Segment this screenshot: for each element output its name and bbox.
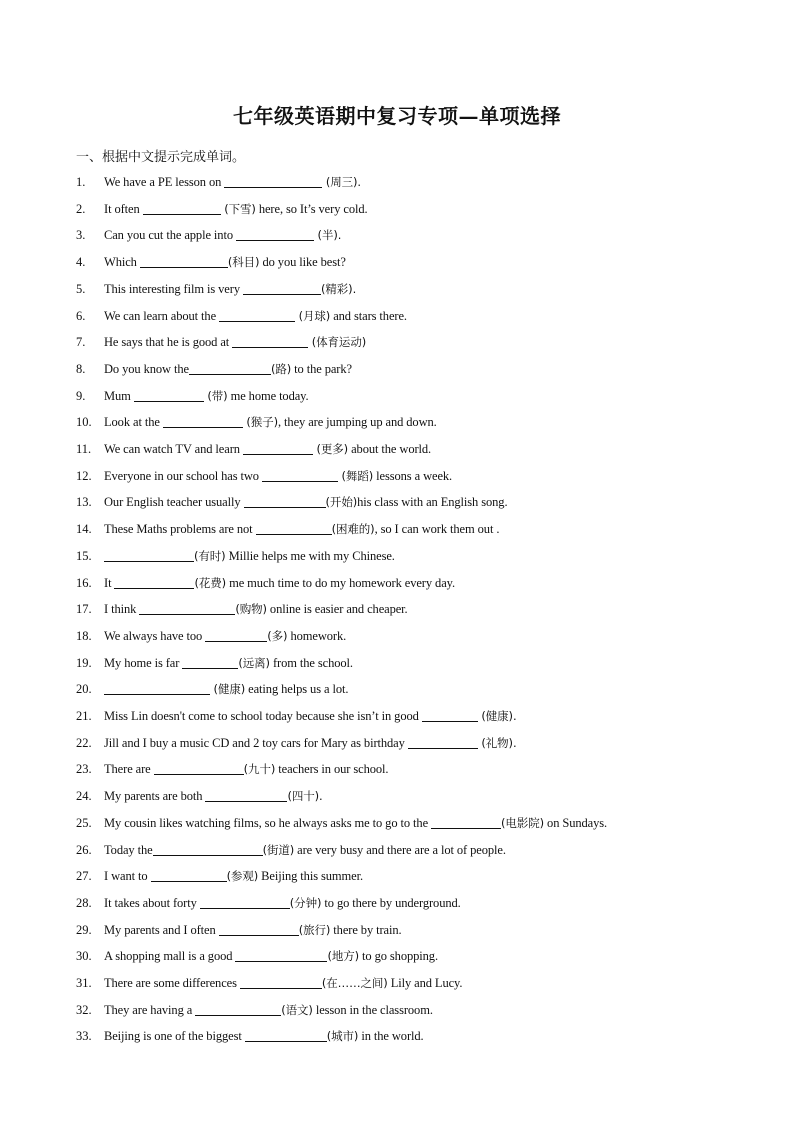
question-number: 8. [76, 362, 86, 376]
chinese-hint: (多) [267, 629, 288, 643]
answer-blank[interactable] [189, 361, 271, 375]
sentence-text-before: Today the [104, 843, 153, 857]
sentence-text-before: My home is far [104, 656, 183, 670]
sentence-text-before: We have a PE lesson on [104, 175, 225, 189]
question-item [0, 573, 794, 593]
sentence-text-before: We always have too [104, 629, 206, 643]
sentence-text-after: to go there by underground. [321, 896, 461, 910]
question-number: 11. [76, 442, 92, 456]
answer-blank[interactable] [134, 388, 204, 402]
chinese-hint: (电影院) [501, 816, 545, 830]
chinese-hint: (四十). [287, 789, 323, 803]
question-sentence [104, 492, 507, 512]
answer-blank[interactable] [256, 521, 332, 535]
question-number: 26. [76, 843, 92, 857]
chinese-hint: (参观) [226, 869, 259, 883]
sentence-text-after: me much time to do my homework every day. [226, 576, 456, 590]
question-sentence [104, 759, 388, 779]
question-sentence [104, 172, 361, 192]
sentence-text-after: teachers in our school. [275, 762, 389, 776]
question-number: 13. [76, 495, 92, 509]
sentence-text-after: here, so It’s very cold. [255, 202, 368, 216]
chinese-hint: (周三). [322, 175, 361, 189]
answer-blank[interactable] [143, 201, 221, 215]
sentence-text-after: in the world. [358, 1029, 424, 1043]
sentence-text-after: about the world. [348, 442, 432, 456]
answer-blank[interactable] [104, 548, 194, 562]
question-item [0, 679, 794, 699]
sentence-text-after: to go shopping. [359, 949, 438, 963]
sentence-text-before: Mum [104, 389, 134, 403]
chinese-hint: (购物) [235, 602, 267, 616]
sentence-text-before: Can you cut the apple into [104, 228, 236, 242]
question-item [0, 653, 794, 673]
sentence-text-before: Miss Lin doesn't come to school today because she isn’t in good [104, 709, 422, 723]
question-item [0, 759, 794, 779]
answer-blank[interactable] [243, 281, 321, 295]
answer-blank[interactable] [431, 815, 501, 829]
answer-blank[interactable] [232, 334, 308, 348]
question-number: 14. [76, 522, 92, 536]
page-title: 七年级英语期中复习专项—单项选择 [233, 104, 561, 128]
question-number: 6. [76, 309, 86, 323]
sentence-text-before: This interesting film is very [104, 282, 243, 296]
chinese-hint: (猴子) [242, 415, 278, 429]
chinese-hint: (城市) [326, 1029, 359, 1043]
answer-blank[interactable] [205, 628, 267, 642]
chinese-hint: (健康). [477, 709, 517, 723]
question-sentence [104, 306, 407, 326]
chinese-hint: (半). [314, 228, 342, 242]
question-sentence [104, 1000, 433, 1020]
question-number: 23. [76, 762, 92, 776]
question-number: 19. [76, 656, 92, 670]
question-number: 25. [76, 816, 92, 830]
sentence-text-before: Which [104, 255, 140, 269]
question-item [0, 946, 794, 966]
answer-blank[interactable] [243, 441, 313, 455]
answer-blank[interactable] [244, 494, 326, 508]
chinese-hint: (地方) [327, 949, 360, 963]
question-number: 7. [76, 335, 86, 349]
sentence-text-after: Lily and Lucy. [387, 976, 463, 990]
chinese-hint: (精彩). [321, 282, 357, 296]
question-sentence [104, 412, 437, 432]
question-sentence [104, 252, 346, 272]
question-sentence [104, 840, 506, 860]
question-number: 4. [76, 255, 86, 269]
question-item [0, 199, 794, 219]
question-number: 16. [76, 576, 92, 590]
question-number: 31. [76, 976, 92, 990]
question-sentence [104, 679, 348, 699]
question-number: 15. [76, 549, 92, 563]
question-sentence [104, 973, 462, 993]
sentence-text-before: I want to [104, 869, 151, 883]
sentence-text-before: My parents are both [104, 789, 206, 803]
chinese-hint: (礼物). [477, 736, 517, 750]
answer-blank[interactable] [114, 575, 194, 589]
question-sentence [104, 893, 461, 913]
question-sentence [104, 733, 517, 753]
question-sentence [104, 279, 356, 299]
question-sentence [104, 519, 499, 539]
sentence-text-after: and stars there. [330, 309, 407, 323]
answer-blank[interactable] [235, 948, 327, 962]
sentence-text-after: his class with an English song. [357, 495, 508, 509]
chinese-hint: (花费) [194, 576, 227, 590]
question-sentence [104, 626, 346, 646]
sentence-text-before: Do you know the [104, 362, 189, 376]
sentence-text-before: Jill and I buy a music CD and 2 toy cars for Mary as birthday [104, 736, 408, 750]
question-sentence [104, 439, 431, 459]
question-number: 28. [76, 896, 92, 910]
question-number: 1. [76, 175, 86, 189]
question-item [0, 172, 794, 192]
sentence-text-after: , so I can work them out . [374, 522, 500, 536]
question-sentence [104, 199, 368, 219]
sentence-text-after: to the park? [291, 362, 352, 376]
question-item [0, 973, 794, 993]
sentence-text-before: My parents and I often [104, 923, 219, 937]
sentence-text-after: on Sundays. [544, 816, 608, 830]
sentence-text-after: there by train. [330, 923, 402, 937]
sentence-text-before: It often [104, 202, 143, 216]
sentence-text-before: It takes about forty [104, 896, 200, 910]
chinese-hint: (分钟) [289, 896, 322, 910]
question-item [0, 706, 794, 726]
question-sentence [104, 466, 452, 486]
answer-blank[interactable] [151, 868, 227, 882]
question-sentence [104, 225, 341, 245]
question-item [0, 412, 794, 432]
question-sentence [104, 653, 353, 673]
question-sentence [104, 546, 395, 566]
answer-blank[interactable] [262, 468, 338, 482]
sentence-text-after: lessons a week. [373, 469, 453, 483]
sentence-text-before: He says that he is good at [104, 335, 233, 349]
sentence-text-after: Beijing this summer. [258, 869, 363, 883]
question-item [0, 279, 794, 299]
chinese-hint: (月球) [295, 309, 331, 323]
chinese-hint: (带) [203, 389, 228, 403]
sentence-text-before: Look at the [104, 415, 163, 429]
sentence-text-before: I think [104, 602, 140, 616]
answer-blank[interactable] [195, 1002, 281, 1016]
sentence-text-after: lesson in the classroom. [312, 1003, 433, 1017]
answer-blank[interactable] [140, 254, 228, 268]
chinese-hint: (更多) [312, 442, 349, 456]
answer-blank[interactable] [408, 735, 478, 749]
sentence-text-after: eating helps us a lot. [245, 682, 349, 696]
answer-blank[interactable] [153, 842, 263, 856]
sentence-text-before: They are having a [104, 1003, 196, 1017]
sentence-text-after: from the school. [269, 656, 353, 670]
question-item [0, 1000, 794, 1020]
question-sentence [104, 813, 607, 833]
question-item [0, 332, 794, 352]
question-sentence [104, 946, 438, 966]
chinese-hint: (九十) [243, 762, 276, 776]
question-number: 3. [76, 228, 86, 242]
question-number: 9. [76, 389, 86, 403]
question-item [0, 733, 794, 753]
sentence-text-after: me home today. [227, 389, 309, 403]
question-number: 20. [76, 682, 92, 696]
sentence-text-after: are very busy and there are a lot of people. [294, 843, 506, 857]
answer-blank[interactable] [200, 895, 290, 909]
question-number: 2. [76, 202, 86, 216]
chinese-hint: (开始) [325, 495, 358, 509]
question-sentence [104, 866, 363, 886]
question-number: 5. [76, 282, 86, 296]
sentence-text-after: homework. [287, 629, 347, 643]
question-sentence [104, 706, 517, 726]
question-sentence [104, 786, 323, 806]
question-item [0, 893, 794, 913]
answer-blank[interactable] [240, 975, 322, 989]
question-item [0, 466, 794, 486]
answer-blank[interactable] [224, 174, 322, 188]
question-sentence [104, 386, 309, 406]
sentence-text-after: online is easier and cheaper. [266, 602, 408, 616]
answer-blank[interactable] [245, 1028, 327, 1042]
question-item [0, 786, 794, 806]
question-number: 17. [76, 602, 92, 616]
sentence-text-after: do you like best? [259, 255, 346, 269]
question-number: 18. [76, 629, 92, 643]
question-item [0, 1026, 794, 1046]
chinese-hint: (在……之间) [321, 976, 388, 990]
question-sentence [104, 573, 455, 593]
question-number: 30. [76, 949, 92, 963]
sentence-text-before: A shopping mall is a good [104, 949, 236, 963]
question-item [0, 519, 794, 539]
question-sentence [104, 1026, 424, 1046]
question-number: 24. [76, 789, 92, 803]
question-item [0, 252, 794, 272]
question-sentence [104, 920, 402, 940]
question-number: 27. [76, 869, 92, 883]
question-item [0, 439, 794, 459]
sentence-text-before: Beijing is one of the biggest [104, 1029, 245, 1043]
question-number: 10. [76, 415, 92, 429]
chinese-hint: (困难的) [331, 522, 375, 536]
chinese-hint: (有时) [194, 549, 226, 563]
sentence-text-after: , they are jumping up and down. [278, 415, 437, 429]
chinese-hint: (健康) [210, 682, 246, 696]
question-item [0, 492, 794, 512]
question-number: 22. [76, 736, 92, 750]
question-item [0, 386, 794, 406]
answer-blank[interactable] [154, 761, 244, 775]
question-item [0, 813, 794, 833]
answer-blank[interactable] [236, 227, 314, 241]
sentence-text-before: These Maths problems are not [104, 522, 256, 536]
question-item [0, 626, 794, 646]
sentence-text-before: It [104, 576, 115, 590]
chinese-hint: (旅行) [298, 923, 331, 937]
answer-blank[interactable] [219, 308, 295, 322]
question-item [0, 840, 794, 860]
question-number: 12. [76, 469, 92, 483]
sentence-text-before: Everyone in our school has two [104, 469, 262, 483]
answer-blank[interactable] [163, 414, 243, 428]
sentence-text-before: My cousin likes watching films, so he always asks me to go to the [104, 816, 432, 830]
question-number: 33. [76, 1029, 92, 1043]
answer-blank[interactable] [205, 788, 287, 802]
sentence-text-before: We can watch TV and learn [104, 442, 243, 456]
chinese-hint: (科目) [227, 255, 260, 269]
sentence-text-after: Millie helps me with my Chinese. [225, 549, 395, 563]
question-item [0, 359, 794, 379]
sentence-text-before: Our English teacher usually [104, 495, 244, 509]
sentence-text-before: We can learn about the [104, 309, 220, 323]
answer-blank[interactable] [139, 601, 235, 615]
answer-blank[interactable] [104, 681, 210, 695]
question-sentence [104, 599, 408, 619]
sentence-text-before: There are some differences [104, 976, 240, 990]
question-number: 21. [76, 709, 92, 723]
chinese-hint: (路) [270, 362, 292, 376]
question-number: 32. [76, 1003, 92, 1017]
question-item [0, 225, 794, 245]
question-sentence [104, 359, 352, 379]
answer-blank[interactable] [182, 655, 238, 669]
question-item [0, 599, 794, 619]
question-number: 29. [76, 923, 92, 937]
answer-blank[interactable] [422, 708, 478, 722]
question-item [0, 920, 794, 940]
sentence-text-before: There are [104, 762, 154, 776]
answer-blank[interactable] [219, 922, 299, 936]
chinese-hint: (语文) [281, 1003, 313, 1017]
question-item [0, 866, 794, 886]
section-heading: 一、根据中文提示完成单词。 [76, 150, 246, 165]
chinese-hint: (街道) [262, 843, 295, 857]
question-item [0, 306, 794, 326]
chinese-hint: (远离) [238, 656, 270, 670]
chinese-hint: (下雪) [220, 202, 256, 216]
question-item [0, 546, 794, 566]
chinese-hint: (舞蹈) [337, 469, 374, 483]
chinese-hint: (体育运动) [308, 335, 367, 349]
question-sentence [104, 332, 366, 352]
